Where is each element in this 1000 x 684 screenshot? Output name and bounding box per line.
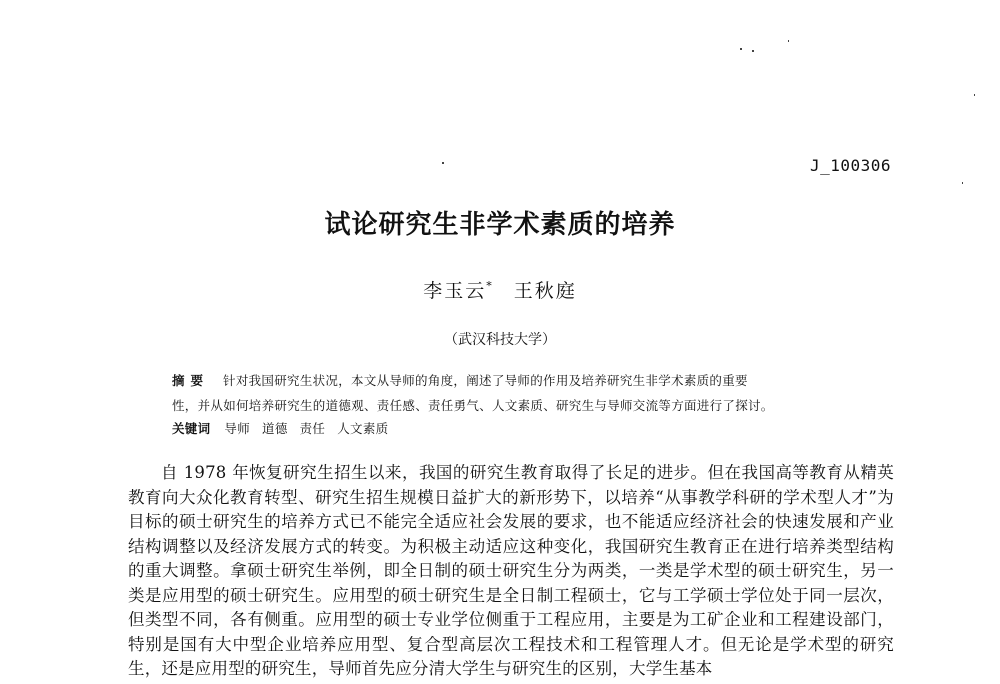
affiliation: （武汉科技大学）: [444, 332, 556, 348]
keyword: 人文素质: [337, 421, 389, 436]
author-mark: *: [486, 279, 492, 293]
keywords-label: 关键词: [172, 421, 211, 436]
keywords-line: [172, 419, 862, 437]
abstract-line: [172, 396, 862, 414]
body-paragraph: 自 1978 年恢复研究生招生以来，我国的研究生教育取得了长足的进步。但在我国高等教育从精英教育向大众化教育转型、研究生招生规模日益扩大的新形势下，以培养“从事教学科研的学术型人才”为目标的硕士研究生的培养方式已不能完全适应社会发展的要求，也不能适应经济社会的快速发展和产业结构调整以及经济发展方式的转变。为积极主动适应这种变化，我国研究生教育正在进行培养类型结构的重大调整。拿硕士研究生举例，即全日制的硕士研究生分为两类，一类是学术型的硕士研究生，另一类是应用型的硕士研究生。应用型的硕士研究生是全日制工程硕士，它与工学硕士学位处于同一层次，但类型不同，各有侧重。应用型的硕士专业学位侧重于工程应用，主要是为工矿企业和工程建设部门，特别是国有大中型企业培养应用型、复合型高层次工程技术和工程管理人才。但无论是学术型的研究生，还是应用型的研究生，导师首先应分清大学生与研究生的区别，大学生基本: [128, 463, 894, 678]
author: [423, 276, 492, 303]
author: [514, 276, 577, 303]
paper-title: 试论研究生非学术素质的培养: [324, 210, 676, 240]
abstract-label: 摘要: [172, 373, 210, 388]
keyword: 责任: [299, 421, 326, 436]
keyword: 导师: [224, 421, 251, 436]
author-name: 李玉云: [423, 280, 487, 302]
keyword: 道德: [262, 421, 288, 436]
abstract-text-2: 性，并从如何培养研究生的道德观、责任感、责任勇气、人文素质、研究生与导师交流等方面进行了探讨。: [172, 398, 774, 413]
author-list: [0, 276, 1000, 303]
document-id: J_100306: [810, 156, 892, 175]
author-name: 王秋庭: [513, 280, 577, 302]
abstract-line: [172, 371, 862, 389]
abstract-text-1: 针对我国研究生状况，本文从导师的角度，阐述了导师的作用及培养研究生非学术素质的重要: [223, 373, 748, 388]
